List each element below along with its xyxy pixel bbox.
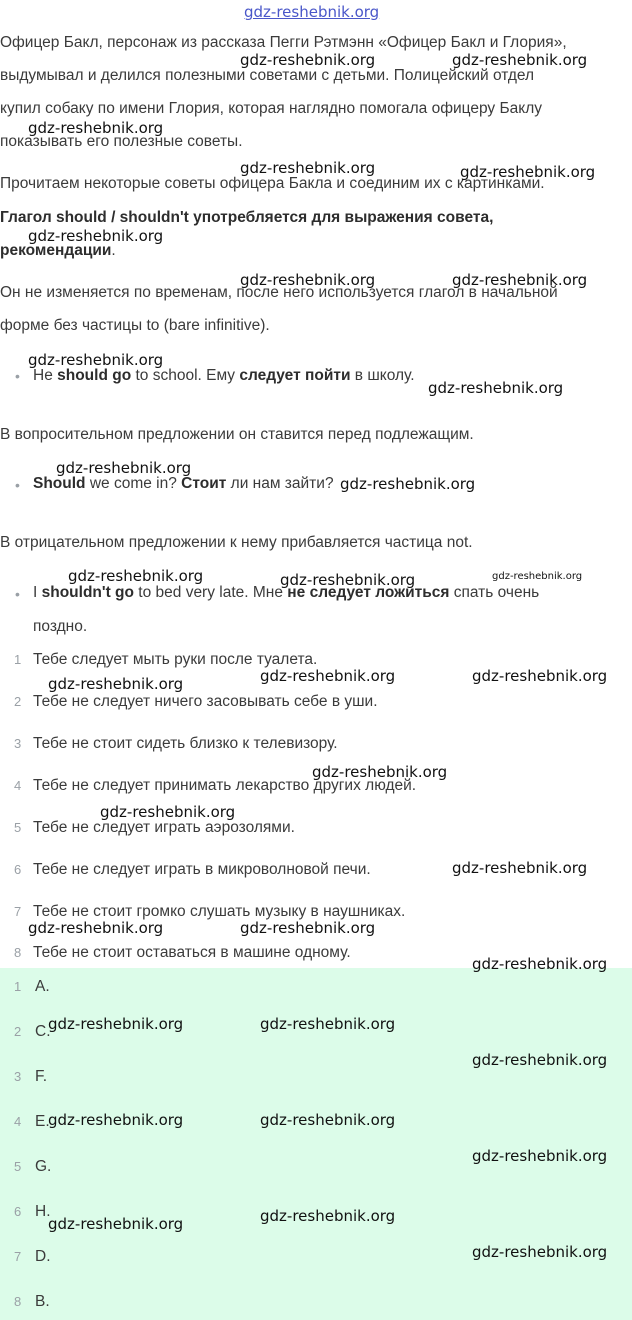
watermark: gdz-reshebnik.org — [48, 1215, 184, 1233]
watermark: gdz-reshebnik.org — [472, 955, 608, 973]
example-2: Should we come in? Стоит ли нам зайти? — [33, 475, 334, 492]
watermark: gdz-reshebnik.org — [260, 667, 396, 685]
tip-text: Тебе не следует принимать лекарство других людей. — [33, 777, 417, 794]
watermark: gdz-reshebnik.org — [240, 271, 376, 289]
watermark-link[interactable]: gdz-reshebnik.org — [244, 3, 380, 21]
answer-row — [0, 977, 632, 997]
watermark: gdz-reshebnik.org — [28, 351, 164, 369]
watermark: gdz-reshebnik.org — [28, 227, 164, 245]
intro-line-2: выдумывал и делился полезными советами с детьми. Полицейский отдел — [0, 67, 535, 84]
answer-letter: F. — [35, 1068, 48, 1085]
watermark: gdz-reshebnik.org — [240, 159, 376, 177]
rule-bold-text: рекомендации — [0, 242, 112, 259]
tip-number: 2 — [14, 694, 22, 709]
watermark: gdz-reshebnik.org — [472, 667, 608, 685]
answer-letter: A. — [35, 978, 50, 995]
answer-number: 7 — [14, 1249, 22, 1264]
tip-number: 7 — [14, 904, 22, 919]
tip-number: 1 — [14, 652, 22, 667]
answer-number: 4 — [14, 1114, 22, 1129]
watermark: gdz-reshebnik.org — [260, 1207, 396, 1225]
watermark: gdz-reshebnik.org — [460, 163, 596, 181]
watermark: gdz-reshebnik.org — [472, 1147, 608, 1165]
watermark: gdz-reshebnik.org — [472, 1243, 608, 1261]
watermark: gdz-reshebnik.org — [492, 571, 583, 582]
bullet-2: • — [15, 477, 20, 493]
tip-text: Тебе не следует ничего засовывать себе в уши. — [33, 693, 378, 710]
tip-number: 6 — [14, 862, 22, 877]
example-3: I shouldn't go to bed very late. Мне не следует ложиться спать очень — [33, 584, 540, 601]
watermark: gdz-reshebnik.org — [48, 675, 184, 693]
watermark: gdz-reshebnik.org — [452, 859, 588, 877]
watermark: gdz-reshebnik.org — [68, 567, 204, 585]
bullet-3: • — [15, 586, 20, 602]
answer-number: 5 — [14, 1159, 22, 1174]
rule-line-1: Он не изменяется по временам, после него используется глагол в начальной — [0, 284, 558, 301]
answer-number: 6 — [14, 1204, 22, 1219]
answer-number: 8 — [14, 1294, 22, 1309]
example-3-line-2: поздно. — [33, 618, 88, 635]
answer-number: 2 — [14, 1024, 22, 1039]
watermark: gdz-reshebnik.org — [472, 1051, 608, 1069]
answer-number: 1 — [14, 979, 22, 994]
rule-bold-line-1: Глагол should / shouldn't употребляется для выражения совета, — [0, 209, 494, 226]
watermark: gdz-reshebnik.org — [280, 571, 416, 589]
bullet-1: • — [15, 368, 20, 384]
watermark: gdz-reshebnik.org — [48, 1015, 184, 1033]
negative-rule: В отрицательном предложении к нему прибавляется частица not. — [0, 534, 473, 551]
watermark: gdz-reshebnik.org — [260, 1015, 396, 1033]
tip-text: Тебе не стоит оставаться в машине одному. — [33, 944, 351, 961]
answer-letter: E. — [35, 1113, 50, 1130]
watermark: gdz-reshebnik.org — [340, 475, 476, 493]
watermark: gdz-reshebnik.org — [48, 1111, 184, 1129]
tip-text: Тебе следует мыть руки после туалета. — [33, 651, 318, 668]
task-text: Прочитаем некоторые советы офицера Бакла и соединим их с картинками. — [0, 175, 545, 192]
tip-number: 3 — [14, 736, 22, 751]
answer-letter: B. — [35, 1293, 50, 1310]
answer-letter: D. — [35, 1248, 51, 1265]
tip-text: Тебе не следует играть аэрозолями. — [33, 819, 295, 836]
watermark: gdz-reshebnik.org — [28, 919, 164, 937]
rule-line-2: форме без частицы to (bare infinitive). — [0, 317, 270, 334]
rule-bold-end: . — [111, 242, 116, 259]
answer-letter: H. — [35, 1203, 51, 1220]
tip-number: 5 — [14, 820, 22, 835]
tip-text: Тебе не стоит громко слушать музыку в наушниках. — [33, 903, 406, 920]
intro-line-1: Офицер Бакл, персонаж из рассказа Пегги Рэтмэнн «Офицер Бакл и Глория», — [0, 34, 567, 51]
watermark: gdz-reshebnik.org — [28, 119, 164, 137]
answer-number: 3 — [14, 1069, 22, 1084]
watermark: gdz-reshebnik.org — [428, 379, 564, 397]
tip-text: Тебе не следует играть в микроволновой печи. — [33, 861, 371, 878]
question-rule: В вопросительном предложении он ставится перед подлежащим. — [0, 426, 474, 443]
watermark: gdz-reshebnik.org — [240, 51, 376, 69]
watermark: gdz-reshebnik.org — [240, 919, 376, 937]
tip-number: 8 — [14, 945, 22, 960]
watermark: gdz-reshebnik.org — [452, 51, 588, 69]
answer-row — [0, 1067, 632, 1087]
intro-line-4: показывать его полезные советы. — [0, 133, 243, 150]
tip-number: 4 — [14, 778, 22, 793]
tip-text: Тебе не стоит сидеть близко к телевизору. — [33, 735, 338, 752]
watermark: gdz-reshebnik.org — [56, 459, 192, 477]
watermark: gdz-reshebnik.org — [312, 763, 448, 781]
answer-letter: C. — [35, 1023, 51, 1040]
example-1: He should go to school. Ему следует пойти в школу. — [33, 367, 415, 384]
watermark: gdz-reshebnik.org — [100, 803, 236, 821]
watermark: gdz-reshebnik.org — [260, 1111, 396, 1129]
intro-line-3: купил собаку по имени Глория, которая наглядно помогала офицеру Баклу — [0, 100, 543, 117]
answer-letter: G. — [35, 1158, 52, 1175]
watermark: gdz-reshebnik.org — [452, 271, 588, 289]
answer-row — [0, 1292, 632, 1312]
